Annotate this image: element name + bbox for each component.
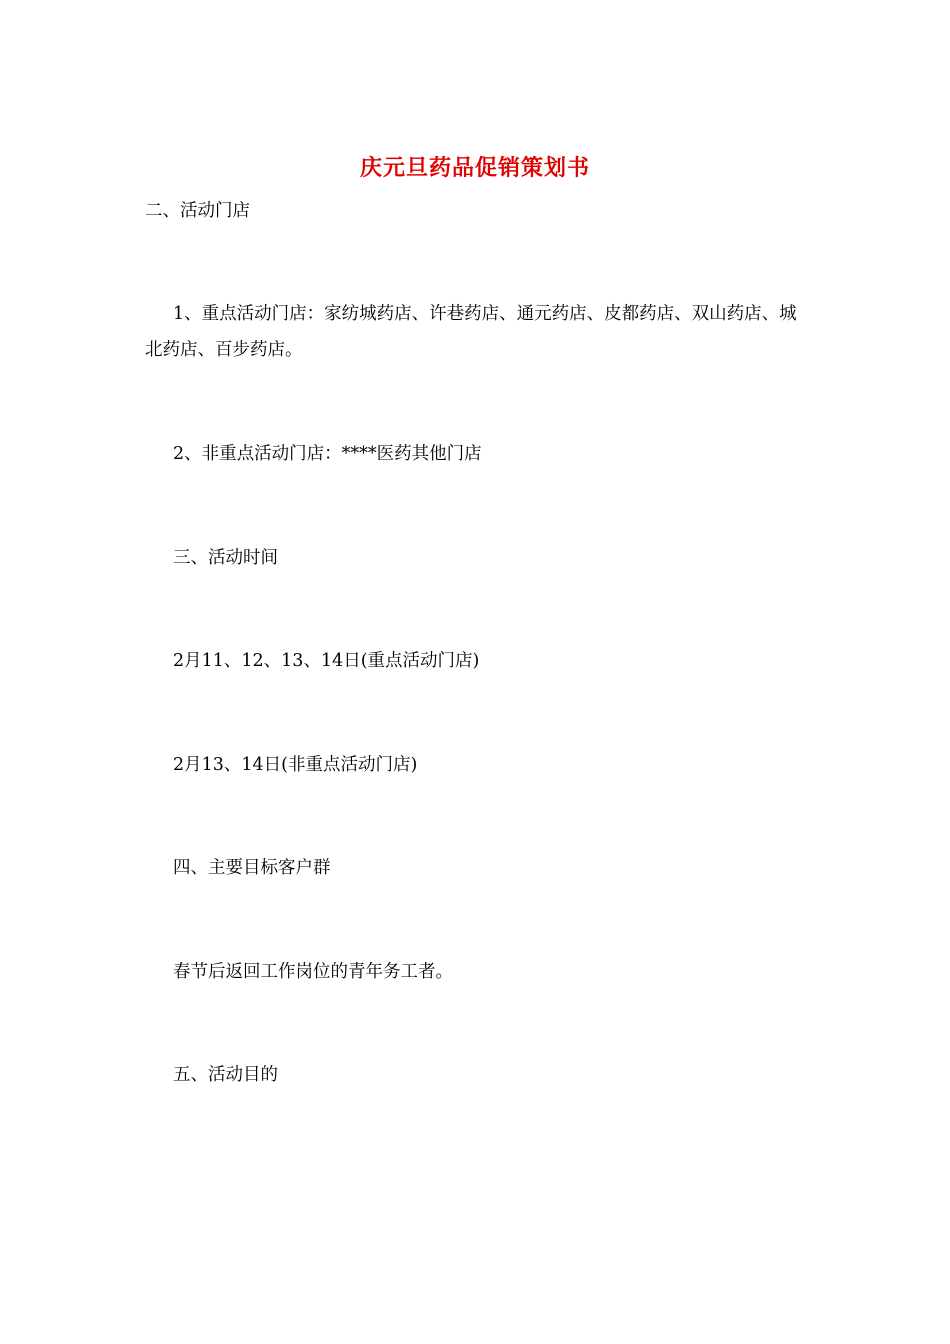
paragraph-key-stores: 1、重点活动门店：家纺城药店、许巷药店、通元药店、皮都药店、双山药店、城北药店、百步药店。 xyxy=(145,304,797,360)
section-heading-purpose: 五、活动目的 xyxy=(173,1065,278,1085)
paragraph-target-customers: 春节后返回工作岗位的青年务工者。 xyxy=(173,962,453,982)
section-heading-target: 四、主要目标客户群 xyxy=(173,858,331,878)
paragraph-other-stores: 2、非重点活动门店：****医药其他门店 xyxy=(173,444,482,464)
document-title: 庆元旦药品促销策划书 xyxy=(359,155,590,181)
paragraph-time-other-stores: 2月13、14日(非重点活动门店) xyxy=(173,755,418,775)
section-heading-time: 三、活动时间 xyxy=(173,548,278,568)
paragraph-time-key-stores: 2月11、12、13、14日(重点活动门店) xyxy=(173,651,480,671)
section-heading-stores: 二、活动门店 xyxy=(145,201,250,221)
